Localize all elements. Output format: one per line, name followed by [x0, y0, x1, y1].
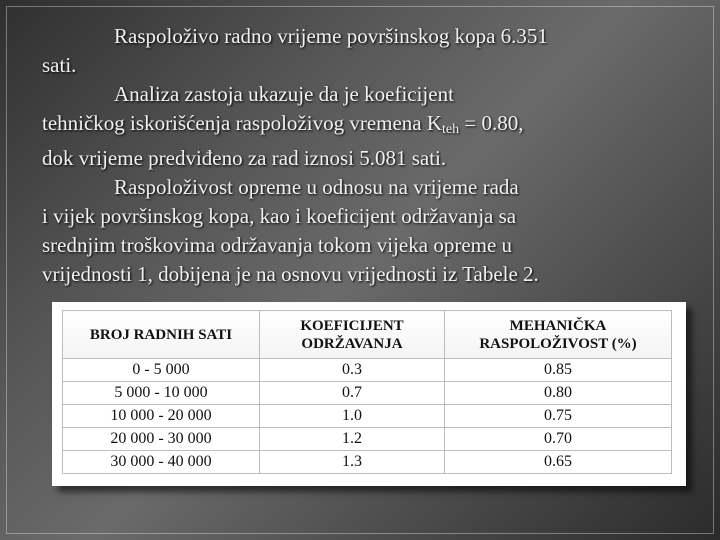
cell-hours: 20 000 - 30 000 [63, 428, 260, 451]
p3-line1: Raspoloživost opreme u odnosu na vrijeme rada [114, 175, 519, 199]
cell-hours: 10 000 - 20 000 [63, 405, 260, 428]
table-row [63, 405, 672, 428]
cell-availability: 0.70 [445, 428, 672, 451]
cell-hours: 5 000 - 10 000 [63, 382, 260, 405]
p3-line3: srednjim troškovima održavanja tokom vijeka opreme u [42, 233, 513, 257]
cell-availability: 0.85 [445, 359, 672, 382]
slide-text [42, 22, 674, 289]
table-panel [52, 302, 686, 486]
cell-coefficient: 0.3 [260, 359, 445, 382]
cell-availability: 0.80 [445, 382, 672, 405]
p3-line2: i vijek površinskog kopa, kao i koeficijent održavanja sa [42, 204, 517, 228]
header-coefficient: KOEFICIJENT ODRŽAVANJA [260, 311, 445, 359]
cell-coefficient: 0.7 [260, 382, 445, 405]
maintenance-table [62, 310, 672, 474]
cell-hours: 0 - 5 000 [63, 359, 260, 382]
p2-line3: dok vrijeme predviđeno za rad iznosi 5.081 sati. [42, 146, 447, 170]
cell-coefficient: 1.3 [260, 451, 445, 474]
cell-availability: 0.65 [445, 451, 672, 474]
p3-line4: vrijednosti 1, dobijena je na osnovu vrijednosti iz Tabele 2. [42, 262, 539, 286]
p2-line1: Analiza zastoja ukazuje da je koeficijent [114, 82, 454, 106]
cell-coefficient: 1.2 [260, 428, 445, 451]
cell-availability: 0.75 [445, 405, 672, 428]
p2-subscript: teh [442, 122, 460, 137]
paragraph-2 [42, 80, 674, 173]
cell-hours: 30 000 - 40 000 [63, 451, 260, 474]
table-row [63, 451, 672, 474]
p2-line2b: = 0.80, [459, 111, 524, 135]
header-hours: BROJ RADNIH SATI [63, 311, 260, 359]
p1-line2: sati. [42, 53, 77, 77]
p1-line1: Raspoloživo radno vrijeme površinskog kopa 6.351 [114, 24, 548, 48]
table-row [63, 359, 672, 382]
cell-coefficient: 1.0 [260, 405, 445, 428]
table-row [63, 382, 672, 405]
p2-line2a: tehničkog iskorišćenja raspoloživog vremena K [42, 111, 443, 135]
header-availability: MEHANIČKA RASPOLOŽIVOST (%) [445, 311, 672, 359]
paragraph-1 [42, 22, 674, 80]
table-row [63, 428, 672, 451]
paragraph-3 [42, 173, 674, 289]
table-header-row [63, 311, 672, 359]
